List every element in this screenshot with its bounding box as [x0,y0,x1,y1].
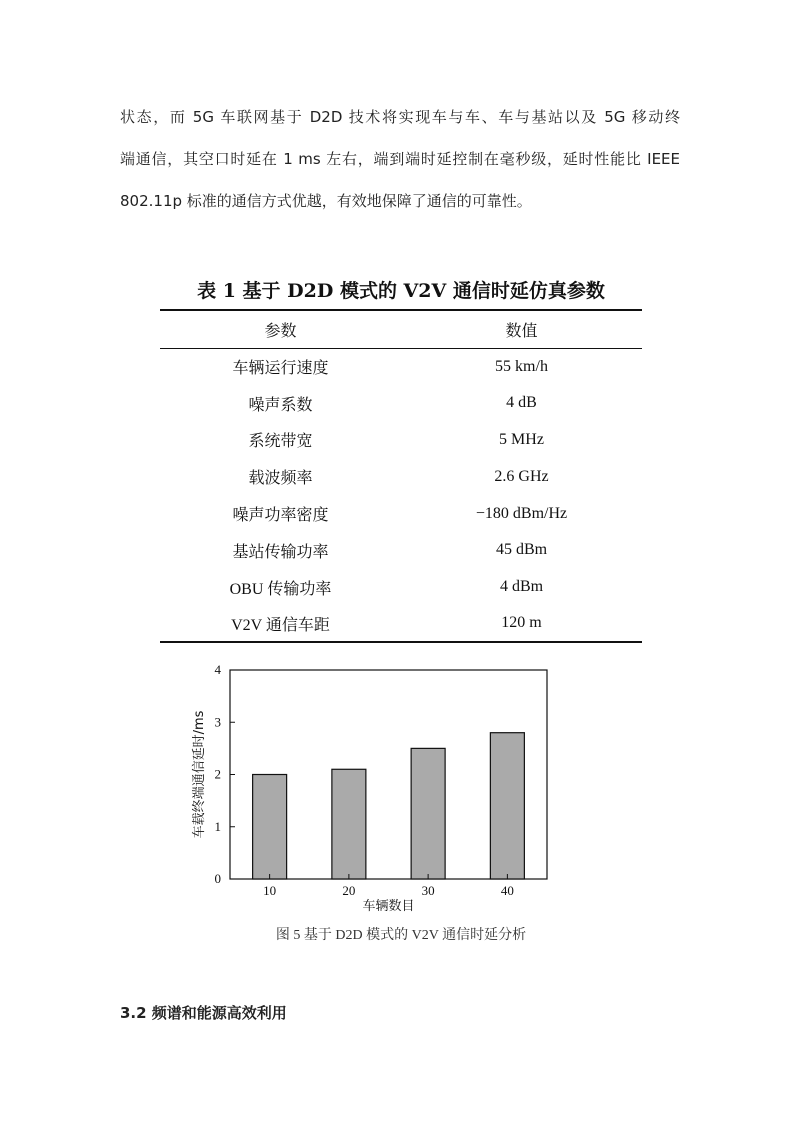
table-title: 表 1 基于 D2D 模式的 V2V 通信时延仿真参数 [197,280,605,302]
table-row [160,606,642,643]
y-tick-label: 2 [214,766,221,782]
bar [253,775,287,880]
table-row [160,495,642,532]
param-value: 4 dBm [499,578,544,596]
table-header-row [160,310,642,348]
x-axis-label: 车辆数目 [362,899,415,914]
param-name: 系统带宽 [248,433,313,451]
table-row [160,385,642,422]
x-tick-label: 20 [342,883,356,898]
header-parameter: 参数 [160,310,401,348]
x-tick-label: 10 [263,883,277,898]
y-tick-label: 4 [214,662,221,677]
param-name: 噪声功率密度 [232,507,329,525]
param-name: 车辆运行速度 [232,360,329,378]
param-name: 载波频率 [248,470,313,488]
parameter-table [160,309,642,643]
param-value: 2.6 GHz [494,467,549,485]
paragraph-line: 802.11p 标准的通信方式优越，有效地保障了通信的可靠性。 [120,192,532,210]
bar [332,769,366,879]
bar [490,733,524,879]
param-value: 5 MHz [499,430,544,448]
figure-caption: 图 5 基于 D2D 模式的 V2V 通信时延分析 [275,928,527,943]
y-tick-label: 0 [214,871,221,886]
param-name: 基站传输功率 [232,543,329,561]
param-name: OBU 传输功率 [229,580,332,598]
param-value: 120 m [401,606,642,643]
section-heading: 3.2 频谱和能源高效利用 [120,1004,287,1022]
table-row [160,458,642,495]
param-name: V2V 通信车距 [160,606,401,643]
bar-chart-svg [190,660,560,916]
x-tick-label: 40 [500,883,514,898]
table-row [160,422,642,459]
y-tick-label: 3 [214,714,221,730]
bar-chart [190,660,560,916]
table-row [160,532,642,569]
x-tick-label: 30 [421,883,435,898]
bar [411,748,445,879]
table-row [160,348,642,385]
param-name: 噪声系数 [248,396,313,414]
header-value: 数值 [401,310,642,348]
y-tick-label: 1 [214,818,221,834]
table-row [160,569,642,606]
param-value: 45 dBm [495,541,548,559]
param-value: 55 km/h [495,357,548,375]
param-value: 4 dB [506,394,537,412]
paragraph-line: 端通信，其空口时延在 1 ms 左右，端到端时延控制在毫秒级，延时性能比 IEEE [120,150,680,168]
y-axis-label: 车载终端通信延时/ms [192,710,207,839]
param-value: −180 dBm/Hz [475,504,568,522]
body-paragraph [120,96,680,222]
paragraph-line: 状态，而 5G 车联网基于 D2D 技术将实现车与车、车与基站以及 5G 移动终 [120,108,680,126]
